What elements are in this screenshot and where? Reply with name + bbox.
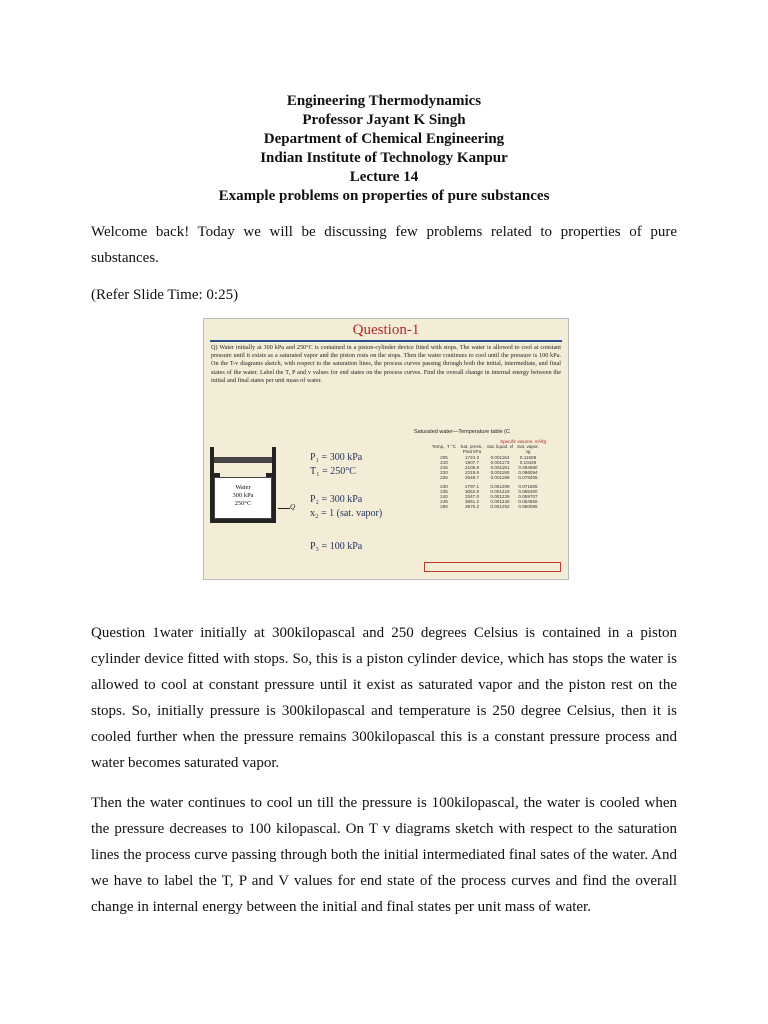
table-cell: 0.054656	[518, 499, 538, 505]
table-cell: 2797.1	[464, 483, 480, 489]
table-cell: 235	[440, 488, 448, 494]
table-cell: 1724.3	[464, 454, 480, 460]
table-cell: 220	[440, 470, 448, 476]
table-cell: 0.078405	[518, 475, 538, 481]
professor-name: Professor Jayant K Singh	[302, 112, 466, 128]
paragraph-2: Then the water continues to cool un till the pressure is 100kilopascal, the water is cooled when the pressure decreases to 100 kilopascal. On T v diagrams sketch with respect to the saturation lines the process curve passing through both the initial intermediated final sates of the water. And we have to label the T, P and V values for end state of the process curves and find the overall change in internal energy between the initial and final states per unit mass of water.	[91, 795, 677, 915]
table-cell: 0.001229	[490, 494, 510, 500]
state-1-temperature: T₁ = 250°C	[310, 466, 356, 477]
table-header-row	[430, 444, 546, 454]
table-cell: 210	[440, 459, 448, 465]
table-cell: 0.071505	[518, 483, 538, 489]
piston-plate	[214, 457, 272, 463]
table-cell: 2549.7	[464, 475, 480, 481]
water-label: Water 300 kPa 250°C	[214, 477, 272, 519]
steam-table-title: Saturated water—Temperature table (C	[414, 429, 510, 435]
table-cell: 0.001240	[490, 499, 510, 505]
heat-arrow	[278, 508, 290, 509]
table-cell: 3347.0	[464, 494, 480, 500]
lecture-topic: Example problems on properties of pure substances	[218, 188, 550, 204]
table-cell: 0.001252	[490, 504, 510, 510]
table-cell: 2105.9	[464, 465, 480, 471]
table-header-cell: Sat. press., Psat kPa	[460, 444, 484, 455]
state-2-pressure: P₂ = 300 kPa	[310, 494, 363, 505]
lecture-slide-image	[203, 318, 569, 580]
table-cell: 0.11508	[519, 454, 537, 460]
table-header-cell: Temp., T °C	[431, 444, 457, 450]
refer-slide-time: (Refer Slide Time: 0:25)	[91, 287, 239, 303]
table-cell: 240	[440, 494, 448, 500]
table-cell: 0.001219	[490, 488, 510, 494]
table-cell: 0.001190	[490, 470, 510, 476]
state-1	[310, 451, 362, 479]
table-row	[430, 475, 546, 480]
table-cell: 205	[440, 454, 448, 460]
table-header-cell: Sat. liquid, vf	[486, 444, 514, 450]
paragraph-1: Question 1water initially at 300kilopascal and 250 degrees Celsius is contained in a piston cylinder device fitted with stops. So, this is a piston cylinder device, which has stops the water is allowed to cool at constant pressure until it exist as saturated vapor and the piston rest on the stops. So, initially pressure is 300kilopascal and temperature is 250 degree Celsius, then it is cooled further when the pressure remains 300kilopascal this is a constant pressure process and water becomes saturated vapor.	[91, 625, 677, 771]
slide-title: Question-1	[352, 322, 420, 338]
table-cell: 3651.2	[464, 499, 480, 505]
highlighted-row-box	[424, 562, 561, 572]
slide-question-text: Q) Water initially at 300 kPa and 250°C is contained in a piston-cylinder device fitted with stops. The water is allowed to cool at constant pressure until it exists as a saturated vapor and the piston rests on the stops. Then the water continues to cool until the pressure is 100 kPa. On the T-v diagrams sketch, with respect to the saturation lines, the process curves passing through both the initial, intermediate, and final states of the water. Label the T, P and v values for end states on the process curves. Find the overall change in internal energy between the initial and final states per unit mass of water.	[211, 344, 561, 384]
table-cell: 0.001164	[490, 454, 510, 460]
table-cell: 1907.7	[464, 459, 480, 465]
table-cell: 0.001181	[490, 465, 510, 471]
table-cell: 0.059707	[518, 494, 538, 500]
table-row	[430, 504, 546, 509]
piston-cylinder-diagram	[210, 447, 276, 523]
intro-paragraph: Welcome back! Today we will be discussing few problems related to properties of pure substances.	[91, 224, 677, 266]
table-cell: 2319.6	[464, 470, 480, 476]
state-3	[310, 540, 362, 554]
specific-volume-header: Specific volume, m³/kg	[500, 439, 547, 444]
table-cell: 230	[440, 483, 448, 489]
table-cell: 0.050085	[518, 504, 538, 510]
table-header-cell: Sat. vapor, vg	[517, 444, 539, 455]
table-cell: 0.10429	[519, 459, 537, 465]
table-cell: 250	[440, 504, 448, 510]
course-title: Engineering Thermodynamics	[286, 93, 482, 109]
table-cell: 3976.2	[464, 504, 480, 510]
department-name: Department of Chemical Engineering	[263, 131, 505, 147]
heat-label: Q	[290, 503, 296, 511]
table-cell: 225	[440, 475, 448, 481]
table-cell: 0.065300	[518, 488, 538, 494]
table-cell: 215	[440, 465, 448, 471]
state-2-quality: x₂ = 1 (sat. vapor)	[310, 508, 383, 519]
table-cell: 245	[440, 499, 448, 505]
table-cell: 0.001173	[490, 459, 510, 465]
state-3-pressure: P₃ = 100 kPa	[310, 541, 363, 552]
steam-table	[430, 439, 546, 510]
table-cell: 3062.6	[464, 488, 480, 494]
state-2	[310, 493, 382, 521]
table-cell: 0.086094	[518, 470, 538, 476]
state-1-pressure: P₁ = 300 kPa	[310, 452, 363, 463]
table-cell: 0.001199	[490, 475, 510, 481]
slide-divider	[210, 340, 562, 342]
table-cell: 0.001209	[490, 483, 510, 489]
document-header	[0, 92, 768, 206]
table-cell: 0.094680	[518, 465, 538, 471]
institute-name: Indian Institute of Technology Kanpur	[260, 150, 508, 166]
lecture-number: Lecture 14	[349, 169, 419, 185]
